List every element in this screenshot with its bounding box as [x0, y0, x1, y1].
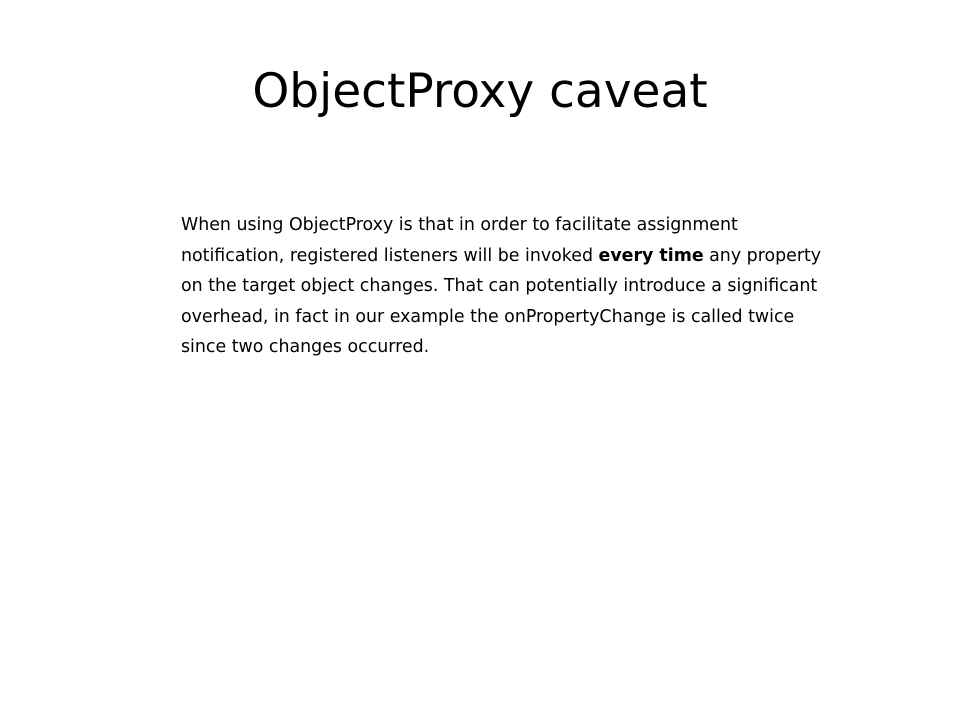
body-text-after-emphasis: any property on the target object changes. That can potentially introduce a significant overhead, in fact in our example the onPropertyChange is called twice since two changes occurred.: [181, 245, 822, 357]
slide-title: ObjectProxy caveat: [252, 64, 708, 119]
body-emphasis-text: every time: [598, 245, 704, 266]
body-text-before-emphasis: When using ObjectProxy is that in order to facilitate assignment notification, registered listeners will be invoked: [181, 215, 738, 266]
slide-body-paragraph: [181, 210, 831, 363]
